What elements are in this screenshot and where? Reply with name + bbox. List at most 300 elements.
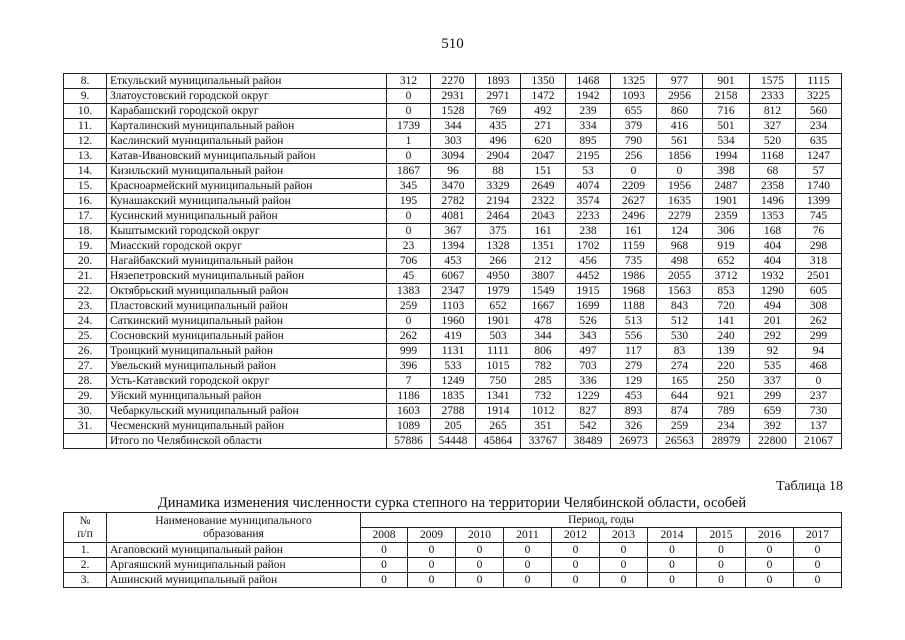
row-value: 168 — [750, 224, 796, 239]
header-number-line1: № — [79, 514, 91, 527]
row-value: 1168 — [750, 149, 796, 164]
row-value: 0 — [552, 543, 600, 558]
row-index: 24. — [64, 314, 107, 329]
row-value: 404 — [750, 254, 796, 269]
table-caption: Динамика изменения численности сурка степного на территории Челябинской области, особей — [157, 495, 747, 511]
row-value: 0 — [697, 558, 746, 573]
row-value: 195 — [387, 194, 431, 209]
row-value: 259 — [387, 299, 431, 314]
row-name: Усть-Катавский городской округ — [107, 374, 387, 389]
table-row — [64, 254, 842, 269]
row-value: 0 — [794, 543, 842, 558]
row-value: 92 — [750, 344, 796, 359]
row-value: 478 — [521, 314, 566, 329]
row-value: 806 — [521, 344, 566, 359]
row-index — [64, 434, 107, 449]
row-name: Карталинский муниципальный район — [107, 119, 387, 134]
table-row — [64, 299, 842, 314]
row-value: 0 — [600, 558, 648, 573]
row-value: 968 — [657, 239, 703, 254]
header-year: 2010 — [456, 528, 504, 543]
row-value: 38489 — [566, 434, 611, 449]
row-value: 498 — [657, 254, 703, 269]
row-value: 1015 — [476, 359, 521, 374]
row-value: 655 — [611, 104, 657, 119]
row-value: 124 — [657, 224, 703, 239]
row-value: 2047 — [521, 149, 566, 164]
row-value: 860 — [657, 104, 703, 119]
row-value: 1325 — [611, 74, 657, 89]
row-value: 453 — [431, 254, 476, 269]
row-value: 0 — [387, 89, 431, 104]
row-value: 240 — [703, 329, 750, 344]
row-value: 139 — [703, 344, 750, 359]
row-name: Златоустовский городской округ — [107, 89, 387, 104]
row-value: 435 — [476, 119, 521, 134]
row-value: 2649 — [521, 179, 566, 194]
row-value: 893 — [611, 404, 657, 419]
row-value: 520 — [750, 134, 796, 149]
row-value: 921 — [703, 389, 750, 404]
row-value: 0 — [794, 558, 842, 573]
row-value: 453 — [611, 389, 657, 404]
row-index: 17. — [64, 209, 107, 224]
row-value: 1901 — [476, 314, 521, 329]
row-value: 343 — [566, 329, 611, 344]
row-value: 234 — [703, 419, 750, 434]
header-year: 2013 — [600, 528, 648, 543]
row-value: 750 — [476, 374, 521, 389]
row-value: 0 — [456, 573, 504, 588]
row-value: 285 — [521, 374, 566, 389]
row-value: 512 — [657, 314, 703, 329]
row-value: 919 — [703, 239, 750, 254]
row-value: 161 — [521, 224, 566, 239]
page-number: 510 — [441, 36, 464, 52]
row-value: 530 — [657, 329, 703, 344]
row-value: 977 — [657, 74, 703, 89]
row-value: 1103 — [431, 299, 476, 314]
row-value: 367 — [431, 224, 476, 239]
row-value: 379 — [611, 119, 657, 134]
row-value: 1496 — [750, 194, 796, 209]
header-municipality-line2: образования — [203, 527, 264, 540]
header-number — [64, 513, 107, 543]
header-year: 2008 — [361, 528, 408, 543]
row-value: 344 — [521, 329, 566, 344]
row-value: 265 — [476, 419, 521, 434]
header-year: 2017 — [794, 528, 842, 543]
row-value: 2194 — [476, 194, 521, 209]
row-name: Карабашский городской округ — [107, 104, 387, 119]
row-value: 238 — [566, 224, 611, 239]
row-name: Чесменский муниципальный район — [107, 419, 387, 434]
table-row — [64, 239, 842, 254]
row-value: 2158 — [703, 89, 750, 104]
row-value: 812 — [750, 104, 796, 119]
row-value: 703 — [566, 359, 611, 374]
row-value: 4074 — [566, 179, 611, 194]
row-value: 0 — [611, 164, 657, 179]
row-index: 29. — [64, 389, 107, 404]
row-value: 542 — [566, 419, 611, 434]
row-value: 3329 — [476, 179, 521, 194]
row-value: 0 — [504, 573, 552, 588]
table-row — [64, 284, 842, 299]
row-value: 1350 — [521, 74, 566, 89]
row-index: 9. — [64, 89, 107, 104]
row-value: 526 — [566, 314, 611, 329]
header-period: Период, годы — [361, 513, 842, 528]
row-value: 2055 — [657, 269, 703, 284]
row-value: 468 — [796, 359, 842, 374]
row-value: 1383 — [387, 284, 431, 299]
row-name: Еткульский муниципальный район — [107, 74, 387, 89]
row-value: 220 — [703, 359, 750, 374]
row-value: 745 — [796, 209, 842, 224]
row-value: 2496 — [611, 209, 657, 224]
row-value: 0 — [657, 164, 703, 179]
row-value: 54448 — [431, 434, 476, 449]
row-index: 26. — [64, 344, 107, 359]
row-value: 901 — [703, 74, 750, 89]
row-value: 782 — [521, 359, 566, 374]
row-value: 3094 — [431, 149, 476, 164]
row-value: 266 — [476, 254, 521, 269]
row-index: 15. — [64, 179, 107, 194]
row-index: 12. — [64, 134, 107, 149]
row-value: 535 — [750, 359, 796, 374]
row-value: 1115 — [796, 74, 842, 89]
row-value: 1341 — [476, 389, 521, 404]
row-value: 0 — [504, 543, 552, 558]
row-value: 1856 — [657, 149, 703, 164]
row-value: 271 — [521, 119, 566, 134]
row-value: 3807 — [521, 269, 566, 284]
row-value: 237 — [796, 389, 842, 404]
row-value: 1012 — [521, 404, 566, 419]
row-value: 732 — [521, 389, 566, 404]
header-year: 2012 — [552, 528, 600, 543]
row-index: 22. — [64, 284, 107, 299]
row-value: 0 — [408, 543, 456, 558]
row-value: 0 — [361, 543, 408, 558]
row-index: 21. — [64, 269, 107, 284]
row-name: Уйский муниципальный район — [107, 389, 387, 404]
row-index: 11. — [64, 119, 107, 134]
row-value: 999 — [387, 344, 431, 359]
row-value: 375 — [476, 224, 521, 239]
row-value: 212 — [521, 254, 566, 269]
table-row — [64, 573, 842, 588]
row-value: 21067 — [796, 434, 842, 449]
row-value: 0 — [387, 149, 431, 164]
row-value: 1353 — [750, 209, 796, 224]
row-value: 2359 — [703, 209, 750, 224]
row-value: 318 — [796, 254, 842, 269]
row-value: 652 — [703, 254, 750, 269]
row-value: 2043 — [521, 209, 566, 224]
row-value: 2956 — [657, 89, 703, 104]
row-value: 1739 — [387, 119, 431, 134]
table-row — [64, 104, 842, 119]
row-index: 2. — [64, 558, 107, 573]
row-index: 23. — [64, 299, 107, 314]
row-value: 789 — [703, 404, 750, 419]
row-value: 1111 — [476, 344, 521, 359]
row-value: 201 — [750, 314, 796, 329]
row-value: 1994 — [703, 149, 750, 164]
table-number-label: Таблица 18 — [776, 479, 843, 494]
row-value: 2233 — [566, 209, 611, 224]
row-value: 0 — [456, 558, 504, 573]
row-value: 94 — [796, 344, 842, 359]
row-value: 3225 — [796, 89, 842, 104]
row-name: Кунашакский муниципальный район — [107, 194, 387, 209]
row-value: 23 — [387, 239, 431, 254]
table-row — [64, 89, 842, 104]
row-value: 1472 — [521, 89, 566, 104]
row-value: 2347 — [431, 284, 476, 299]
row-value: 337 — [750, 374, 796, 389]
row-value: 239 — [566, 104, 611, 119]
row-value: 205 — [431, 419, 476, 434]
row-value: 1399 — [796, 194, 842, 209]
row-value: 652 — [476, 299, 521, 314]
row-value: 396 — [387, 359, 431, 374]
row-index: 30. — [64, 404, 107, 419]
row-value: 259 — [657, 419, 703, 434]
row-value: 7 — [387, 374, 431, 389]
row-value: 161 — [611, 224, 657, 239]
row-value: 2782 — [431, 194, 476, 209]
row-index: 31. — [64, 419, 107, 434]
table-row — [64, 209, 842, 224]
row-value: 26563 — [657, 434, 703, 449]
row-value: 1986 — [611, 269, 657, 284]
table-row — [64, 224, 842, 239]
row-name: Кусинский муниципальный район — [107, 209, 387, 224]
row-value: 1549 — [521, 284, 566, 299]
row-value: 262 — [796, 314, 842, 329]
row-value: 497 — [566, 344, 611, 359]
row-value: 299 — [750, 389, 796, 404]
header-year: 2009 — [408, 528, 456, 543]
row-value: 250 — [703, 374, 750, 389]
row-value: 0 — [552, 558, 600, 573]
row-value: 513 — [611, 314, 657, 329]
row-value: 0 — [796, 374, 842, 389]
row-value: 292 — [750, 329, 796, 344]
row-value: 1249 — [431, 374, 476, 389]
row-value: 53 — [566, 164, 611, 179]
row-value: 716 — [703, 104, 750, 119]
row-index: 28. — [64, 374, 107, 389]
table-row — [64, 344, 842, 359]
row-value: 327 — [750, 119, 796, 134]
row-value: 0 — [408, 573, 456, 588]
row-name: Пластовский муниципальный район — [107, 299, 387, 314]
header-number-line2: п/п — [77, 527, 93, 540]
row-value: 0 — [387, 209, 431, 224]
row-value: 2487 — [703, 179, 750, 194]
row-value: 419 — [431, 329, 476, 344]
row-index: 18. — [64, 224, 107, 239]
row-value: 3470 — [431, 179, 476, 194]
row-value: 2322 — [521, 194, 566, 209]
row-value: 0 — [600, 543, 648, 558]
table-row — [64, 179, 842, 194]
row-index: 8. — [64, 74, 107, 89]
row-value: 1186 — [387, 389, 431, 404]
row-value: 1667 — [521, 299, 566, 314]
row-value: 2788 — [431, 404, 476, 419]
row-value: 308 — [796, 299, 842, 314]
table-row — [64, 164, 842, 179]
row-value: 1131 — [431, 344, 476, 359]
header-year: 2011 — [504, 528, 552, 543]
row-value: 561 — [657, 134, 703, 149]
row-value: 605 — [796, 284, 842, 299]
row-value: 336 — [566, 374, 611, 389]
table-row — [64, 419, 842, 434]
header-year: 2016 — [746, 528, 794, 543]
row-value: 1835 — [431, 389, 476, 404]
table-row — [64, 558, 842, 573]
row-value: 0 — [387, 314, 431, 329]
table-row — [64, 404, 842, 419]
row-value: 560 — [796, 104, 842, 119]
row-name: Сосновский муниципальный район — [107, 329, 387, 344]
row-value: 2358 — [750, 179, 796, 194]
row-value: 306 — [703, 224, 750, 239]
row-value: 0 — [552, 573, 600, 588]
row-value: 2209 — [611, 179, 657, 194]
row-value: 556 — [611, 329, 657, 344]
row-value: 1575 — [750, 74, 796, 89]
row-value: 853 — [703, 284, 750, 299]
row-value: 141 — [703, 314, 750, 329]
row-value: 706 — [387, 254, 431, 269]
row-value: 0 — [697, 573, 746, 588]
row-index: 13. — [64, 149, 107, 164]
row-value: 895 — [566, 134, 611, 149]
row-value: 1893 — [476, 74, 521, 89]
row-value: 4452 — [566, 269, 611, 284]
row-value: 0 — [794, 573, 842, 588]
row-index: 25. — [64, 329, 107, 344]
table-row — [64, 359, 842, 374]
row-value: 298 — [796, 239, 842, 254]
row-value: 0 — [746, 573, 794, 588]
header-municipality — [107, 513, 361, 543]
row-value: 262 — [387, 329, 431, 344]
row-name: Октябрьский муниципальный район — [107, 284, 387, 299]
row-index: 1. — [64, 543, 107, 558]
row-value: 404 — [750, 239, 796, 254]
row-name: Ашинский муниципальный район — [107, 573, 361, 588]
row-name: Аргаяшский муниципальный район — [107, 558, 361, 573]
row-value: 96 — [431, 164, 476, 179]
row-value: 1932 — [750, 269, 796, 284]
row-value: 0 — [697, 543, 746, 558]
row-value: 1468 — [566, 74, 611, 89]
row-value: 533 — [431, 359, 476, 374]
row-value: 534 — [703, 134, 750, 149]
row-value: 1563 — [657, 284, 703, 299]
row-value: 1 — [387, 134, 431, 149]
row-value: 0 — [456, 543, 504, 558]
row-value: 344 — [431, 119, 476, 134]
row-value: 2627 — [611, 194, 657, 209]
row-index: 10. — [64, 104, 107, 119]
row-value: 1089 — [387, 419, 431, 434]
row-value: 45 — [387, 269, 431, 284]
row-value: 2501 — [796, 269, 842, 284]
row-value: 326 — [611, 419, 657, 434]
table-row — [64, 329, 842, 344]
row-value: 635 — [796, 134, 842, 149]
row-name: Каслинский муниципальный район — [107, 134, 387, 149]
row-value: 88 — [476, 164, 521, 179]
table-row — [64, 269, 842, 284]
table-row — [64, 389, 842, 404]
row-index: 16. — [64, 194, 107, 209]
row-value: 0 — [387, 224, 431, 239]
row-value: 0 — [648, 543, 697, 558]
row-value: 735 — [611, 254, 657, 269]
row-value: 68 — [750, 164, 796, 179]
table-row — [64, 194, 842, 209]
row-value: 45864 — [476, 434, 521, 449]
row-value: 274 — [657, 359, 703, 374]
row-value: 2279 — [657, 209, 703, 224]
row-value: 1914 — [476, 404, 521, 419]
row-index: 3. — [64, 573, 107, 588]
table-row — [64, 543, 842, 558]
row-value: 57886 — [387, 434, 431, 449]
row-value: 165 — [657, 374, 703, 389]
row-value: 496 — [476, 134, 521, 149]
row-value: 843 — [657, 299, 703, 314]
header-year: 2015 — [697, 528, 746, 543]
row-value: 57 — [796, 164, 842, 179]
row-value: 827 — [566, 404, 611, 419]
table-row — [64, 374, 842, 389]
row-name: Миасский городской округ — [107, 239, 387, 254]
row-name: Красноармейский муниципальный район — [107, 179, 387, 194]
row-value: 1915 — [566, 284, 611, 299]
row-value: 1867 — [387, 164, 431, 179]
row-value: 117 — [611, 344, 657, 359]
row-value: 334 — [566, 119, 611, 134]
row-name: Нагайбакский муниципальный район — [107, 254, 387, 269]
row-value: 492 — [521, 104, 566, 119]
row-name: Агаповский муниципальный район — [107, 543, 361, 558]
row-value: 1956 — [657, 179, 703, 194]
row-value: 26973 — [611, 434, 657, 449]
row-value: 0 — [387, 104, 431, 119]
row-name: Увельский муниципальный район — [107, 359, 387, 374]
row-value: 392 — [750, 419, 796, 434]
row-value: 644 — [657, 389, 703, 404]
row-value: 4081 — [431, 209, 476, 224]
row-value: 303 — [431, 134, 476, 149]
row-value: 398 — [703, 164, 750, 179]
row-value: 2270 — [431, 74, 476, 89]
row-value: 1740 — [796, 179, 842, 194]
row-value: 1702 — [566, 239, 611, 254]
